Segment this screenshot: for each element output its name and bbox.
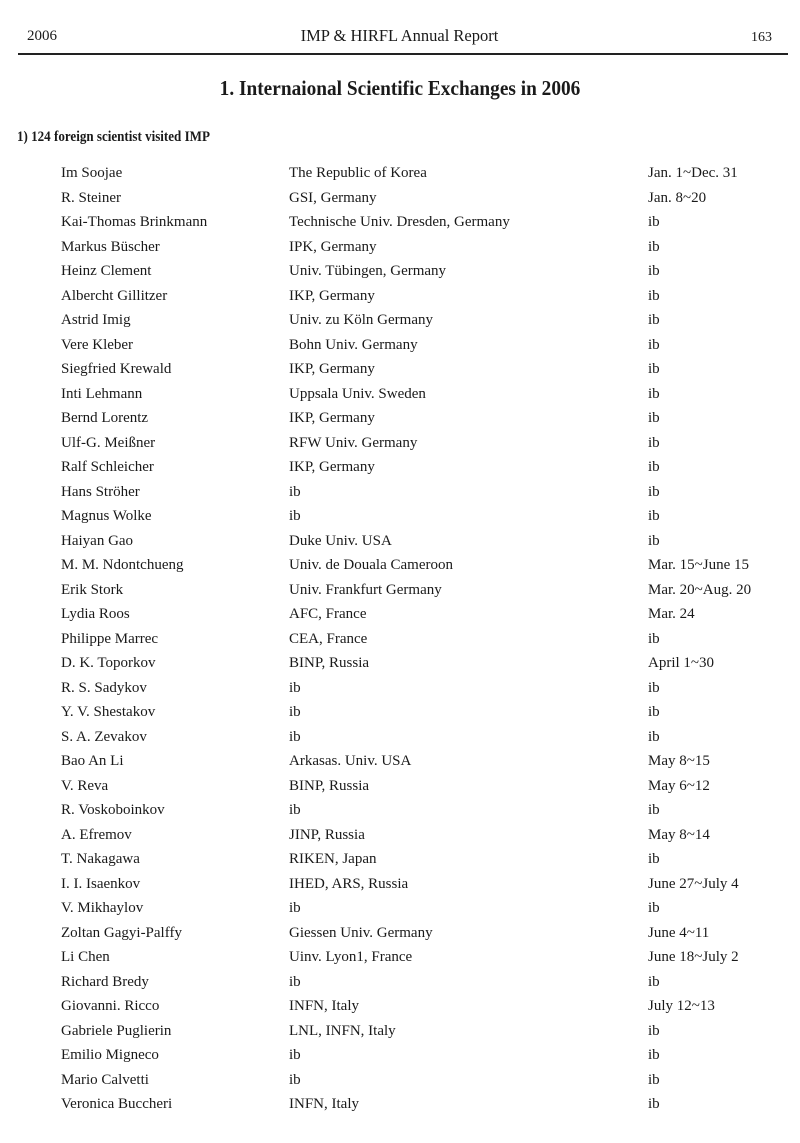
visitor-row [0, 774, 800, 799]
visitor-institution: The Republic of Korea [289, 165, 427, 181]
visitor-institution: ib [289, 728, 301, 745]
subsection-title: 1) 124 foreign scientist visited IMP [17, 129, 210, 145]
visitor-name: Inti Lehmann [61, 385, 143, 402]
visitor-row [0, 823, 800, 848]
visitor-institution: Univ. Tübingen, Germany [289, 263, 447, 279]
visitor-row [0, 1068, 800, 1093]
visitor-row [0, 994, 800, 1019]
visitor-name: Zoltan Gagyi-Palffy [61, 924, 182, 941]
visitor-dates: April 1~30 [648, 655, 715, 671]
visitor-name: Markus Büscher [61, 238, 160, 255]
visitor-row [0, 529, 800, 554]
visitor-dates: ib [648, 704, 660, 720]
visitor-institution: Univ. de Douala Cameroon [289, 557, 453, 573]
visitor-dates: ib [648, 900, 660, 916]
visitor-institution: RFW Univ. Germany [289, 434, 418, 451]
visitor-row [0, 333, 800, 358]
visitor-row [0, 235, 800, 260]
visitor-dates: ib [648, 385, 660, 402]
visitor-name: Emilio Migneco [61, 1047, 159, 1063]
visitor-institution: Univ. Frankfurt Germany [289, 581, 442, 598]
visitor-institution: BINP, Russia [289, 655, 370, 671]
visitor-row [0, 357, 800, 382]
visitor-name: Philippe Marrec [61, 630, 159, 647]
visitor-name: Heinz Clement [61, 263, 152, 279]
visitor-name: V. Mikhaylov [61, 900, 144, 916]
visitor-name: Magnus Wolke [61, 508, 152, 524]
visitor-name: Giovanni. Ricco [61, 998, 160, 1014]
visitor-dates: June 27~July 4 [648, 875, 739, 892]
visitor-institution: CEA, France [289, 630, 368, 647]
visitor-row [0, 308, 800, 333]
visitor-row [0, 676, 800, 701]
visitor-institution: ib [289, 973, 301, 990]
visitor-institution: Uppsala Univ. Sweden [289, 385, 426, 402]
visitor-dates: ib [648, 263, 660, 279]
visitor-dates: ib [648, 728, 660, 745]
visitor-name: Lydia Roos [61, 606, 130, 622]
visitor-institution: INFN, Italy [289, 998, 359, 1014]
visitor-dates: ib [648, 410, 660, 426]
visitor-institution: IHED, ARS, Russia [289, 875, 409, 892]
visitor-dates: ib [648, 1096, 660, 1112]
visitor-dates: ib [648, 214, 660, 230]
visitor-institution: ib [289, 900, 301, 916]
visitor-name: Vere Kleber [61, 336, 134, 353]
visitor-institution: IKP, Germany [289, 287, 375, 304]
visitor-dates: July 12~13 [648, 998, 715, 1014]
visitor-row [0, 406, 800, 431]
visitor-institution: ib [289, 679, 301, 696]
visitor-institution: ib [289, 704, 301, 720]
visitor-row [0, 847, 800, 872]
visitor-row [0, 1019, 800, 1044]
visitor-name: D. K. Toporkov [61, 655, 156, 671]
visitor-name: Albercht Gillitzer [61, 287, 168, 304]
visitor-row [0, 210, 800, 235]
visitor-dates: June 4~11 [648, 924, 710, 941]
visitor-dates: Jan. 1~Dec. 31 [648, 165, 738, 181]
visitor-name: Kai-Thomas Brinkmann [61, 214, 208, 230]
visitor-institution: ib [289, 802, 301, 818]
visitor-row [0, 1043, 800, 1068]
visitor-row [0, 382, 800, 407]
visitor-row [0, 798, 800, 823]
visitor-institution: Uinv. Lyon1, France [289, 949, 413, 965]
visitor-name: Li Chen [61, 949, 110, 965]
visitor-institution: JINP, Russia [289, 826, 365, 843]
visitor-institution: Arkasas. Univ. USA [289, 753, 412, 769]
visitor-dates: ib [648, 483, 660, 500]
visitor-row [0, 161, 800, 186]
visitor-list [0, 161, 800, 1117]
visitor-institution: ib [289, 1047, 301, 1063]
visitor-dates: May 8~14 [648, 826, 710, 843]
visitor-institution: Technische Univ. Dresden, Germany [289, 214, 510, 230]
visitor-dates: ib [648, 508, 660, 524]
visitor-name: Haiyan Gao [61, 532, 134, 549]
visitor-name: S. A. Zevakov [61, 728, 147, 745]
section-title: 1. Internaional Scientific Exchanges in 2006 [219, 76, 581, 100]
visitor-institution: IKP, Germany [289, 459, 375, 475]
visitor-row [0, 186, 800, 211]
visitor-dates: ib [648, 312, 660, 328]
visitor-name: Im Soojae [61, 165, 123, 181]
visitor-dates: ib [648, 1022, 660, 1039]
visitor-row [0, 896, 800, 921]
visitor-row [0, 970, 800, 995]
visitor-row [0, 700, 800, 725]
visitor-institution: RIKEN, Japan [289, 851, 377, 867]
visitor-row [0, 553, 800, 578]
visitor-institution: AFC, France [289, 606, 367, 622]
visitor-name: Veronica Buccheri [61, 1096, 173, 1112]
visitor-dates: ib [648, 1047, 660, 1063]
visitor-dates: ib [648, 630, 660, 647]
running-header [27, 28, 772, 52]
visitor-name: R. Voskoboinkov [61, 802, 165, 818]
visitor-institution: ib [289, 483, 301, 500]
visitor-name: Ralf Schleicher [61, 459, 154, 475]
visitor-institution: IKP, Germany [289, 361, 375, 377]
visitor-dates: ib [648, 287, 660, 304]
visitor-institution: ib [289, 508, 301, 524]
visitor-row [0, 627, 800, 652]
visitor-institution: Duke Univ. USA [289, 532, 392, 549]
visitor-dates: ib [648, 851, 660, 867]
visitor-institution: BINP, Russia [289, 777, 370, 794]
visitor-row [0, 480, 800, 505]
visitor-name: Y. V. Shestakov [61, 704, 156, 720]
visitor-name: Astrid Imig [61, 312, 131, 328]
visitor-institution: GSI, Germany [289, 189, 377, 206]
visitor-dates: Jan. 8~20 [648, 189, 707, 206]
visitor-row [0, 749, 800, 774]
visitor-row [0, 284, 800, 309]
visitor-institution: INFN, Italy [289, 1096, 359, 1112]
visitor-row [0, 431, 800, 456]
visitor-row [0, 578, 800, 603]
visitor-institution: ib [289, 1071, 301, 1088]
visitor-dates: May 8~15 [648, 753, 710, 769]
page-number: 163 [751, 30, 772, 45]
visitor-row [0, 602, 800, 627]
visitor-name: Erik Stork [61, 581, 124, 598]
visitor-row [0, 651, 800, 676]
visitor-name: Bao An Li [61, 753, 124, 769]
visitor-name: M. M. Ndontchueng [61, 557, 184, 573]
visitor-row [0, 725, 800, 750]
visitor-institution: IPK, Germany [289, 238, 377, 255]
visitor-name: Mario Calvetti [61, 1071, 149, 1088]
visitor-name: Siegfried Krewald [61, 361, 172, 377]
visitor-dates: ib [648, 361, 660, 377]
visitor-name: I. I. Isaenkov [61, 875, 141, 892]
visitor-dates: ib [648, 532, 660, 549]
visitor-name: Richard Bredy [61, 973, 149, 990]
visitor-dates: ib [648, 973, 660, 990]
visitor-name: V. Reva [61, 777, 109, 794]
visitor-name: Ulf-G. Meißner [61, 434, 156, 451]
visitor-name: Gabriele Puglierin [61, 1022, 172, 1039]
visitor-dates: ib [648, 1071, 660, 1088]
visitor-row [0, 1092, 800, 1117]
visitor-dates: Mar. 20~Aug. 20 [648, 581, 752, 598]
visitor-row [0, 872, 800, 897]
header-title: IMP & HIRFL Annual Report [300, 26, 499, 45]
visitor-dates: ib [648, 336, 660, 353]
visitor-row [0, 921, 800, 946]
visitor-row [0, 945, 800, 970]
visitor-row [0, 504, 800, 529]
visitor-name: A. Efremov [61, 826, 132, 843]
visitor-name: R. S. Sadykov [61, 679, 147, 696]
visitor-institution: Giessen Univ. Germany [289, 924, 433, 941]
visitor-dates: Mar. 24 [648, 606, 695, 622]
visitor-institution: Univ. zu Köln Germany [289, 312, 433, 328]
visitor-dates: May 6~12 [648, 777, 710, 794]
visitor-name: Bernd Lorentz [61, 410, 149, 426]
header-year: 2006 [27, 28, 57, 44]
visitor-institution: IKP, Germany [289, 410, 375, 426]
visitor-dates: June 18~July 2 [648, 949, 739, 965]
visitor-row [0, 455, 800, 480]
visitor-dates: ib [648, 802, 660, 818]
visitor-dates: ib [648, 459, 660, 475]
visitor-name: Hans Ströher [61, 483, 140, 500]
visitor-dates: ib [648, 679, 660, 696]
header-rule [18, 53, 788, 55]
visitor-row [0, 259, 800, 284]
visitor-dates: Mar. 15~June 15 [648, 557, 750, 573]
visitor-name: R. Steiner [61, 189, 121, 206]
visitor-institution: LNL, INFN, Italy [289, 1022, 396, 1039]
visitor-institution: Bohn Univ. Germany [289, 336, 418, 353]
visitor-name: T. Nakagawa [61, 851, 140, 867]
visitor-dates: ib [648, 238, 660, 255]
visitor-dates: ib [648, 434, 660, 451]
